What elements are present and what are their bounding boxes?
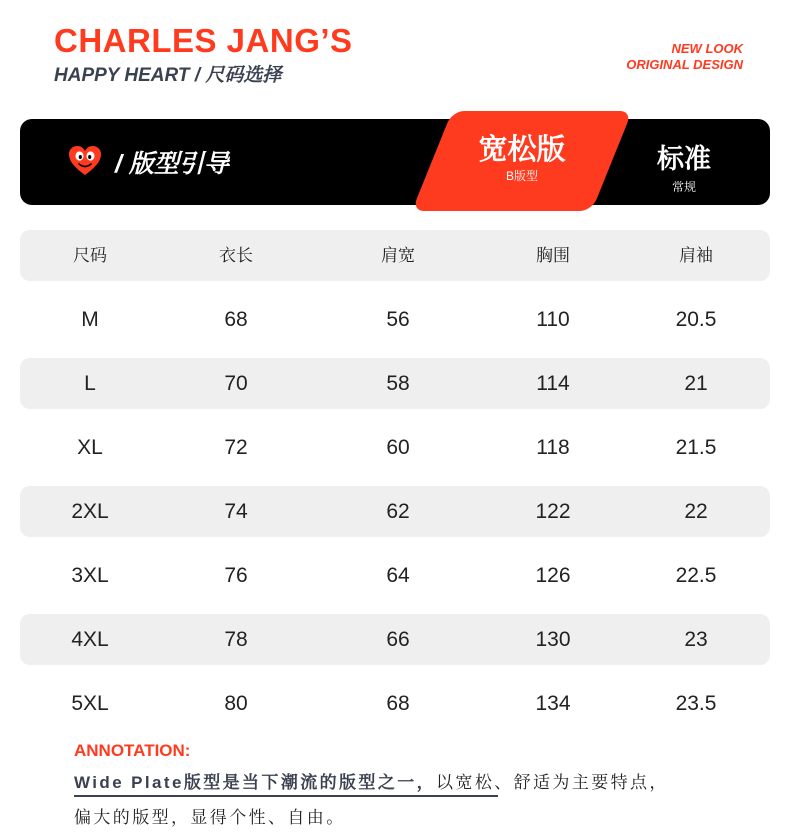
cell-sleeve: 20.5	[675, 308, 717, 331]
cell-length: 78	[224, 628, 248, 651]
cell-sleeve: 21	[684, 372, 708, 395]
cell-size: 3XL	[71, 564, 109, 587]
cell-size: 5XL	[71, 692, 109, 715]
fit-guide-banner	[20, 119, 770, 205]
cell-length: 70	[224, 372, 248, 395]
cell-chest: 118	[536, 436, 570, 459]
cell-sleeve: 22.5	[675, 564, 717, 587]
cell-shoulder: 60	[386, 436, 410, 459]
cell-size: 2XL	[71, 500, 109, 523]
table-row	[20, 678, 770, 729]
cell-shoulder: 68	[386, 692, 410, 715]
cell-size: L	[84, 372, 96, 395]
brand-subtitle: HAPPY HEART / 尺码选择	[54, 65, 282, 86]
cell-length: 68	[224, 308, 248, 331]
cell-length: 80	[224, 692, 248, 715]
brand-title: CHARLES JANG’S	[54, 22, 353, 59]
annotation-line-1-rest: 以宽松、舒适为主要特点，	[436, 773, 669, 792]
cell-sleeve: 22	[684, 500, 708, 523]
size-table-header	[20, 230, 770, 281]
cell-sleeve: 21.5	[675, 436, 717, 459]
cell-chest: 126	[535, 564, 571, 587]
table-row	[20, 486, 770, 537]
cell-shoulder: 66	[386, 628, 410, 651]
cell-length: 74	[224, 500, 248, 523]
header-sleeve: 肩袖	[679, 246, 713, 265]
cell-shoulder: 58	[386, 372, 410, 395]
fit-guide-label: / 版型引导	[115, 150, 229, 178]
cell-length: 72	[224, 436, 248, 459]
header-chest: 胸围	[536, 246, 570, 265]
cell-chest: 130	[535, 628, 571, 651]
cell-chest: 134	[535, 692, 571, 715]
fit-option-loose[interactable]	[432, 111, 612, 211]
cell-sleeve: 23	[684, 628, 708, 651]
header-size: 尺码	[73, 246, 107, 265]
table-row	[20, 294, 770, 345]
fit-option-loose-label: 宽松版	[478, 134, 566, 166]
cell-length: 76	[224, 564, 248, 587]
cell-size: M	[81, 308, 99, 331]
cell-size: 4XL	[71, 628, 109, 651]
brand-tagline	[626, 41, 743, 73]
cell-chest: 110	[536, 308, 570, 331]
cell-sleeve: 23.5	[675, 692, 717, 715]
heart-face-icon	[68, 145, 102, 177]
cell-shoulder: 56	[386, 308, 410, 331]
fit-option-standard-label: 标准	[657, 144, 711, 174]
cell-chest: 114	[536, 372, 570, 395]
annotation-line-2: 偏大的版型，显得个性、自由。	[74, 808, 346, 827]
annotation-line-1	[74, 768, 669, 793]
tagline-new-look: NEW LOOK	[671, 41, 743, 56]
fit-option-standard[interactable]	[634, 137, 734, 195]
table-row	[20, 358, 770, 409]
table-row	[20, 422, 770, 473]
fit-option-standard-sublabel: 常规	[671, 180, 696, 194]
cell-size: XL	[77, 436, 103, 459]
annotation-underline	[74, 795, 498, 797]
cell-shoulder: 64	[386, 564, 410, 587]
tagline-original-design: ORIGINAL DESIGN	[626, 57, 743, 72]
header-shoulder: 肩宽	[381, 246, 415, 265]
header-length: 衣长	[219, 246, 253, 265]
cell-shoulder: 62	[386, 500, 410, 523]
fit-option-loose-sublabel: B版型	[505, 169, 538, 183]
size-table	[20, 230, 770, 742]
cell-chest: 122	[535, 500, 571, 523]
table-row	[20, 614, 770, 665]
table-row	[20, 550, 770, 601]
annotation-title: ANNOTATION:	[74, 741, 191, 760]
annotation-emphasis: Wide Plate版型是当下潮流的版型之一，	[74, 773, 437, 792]
